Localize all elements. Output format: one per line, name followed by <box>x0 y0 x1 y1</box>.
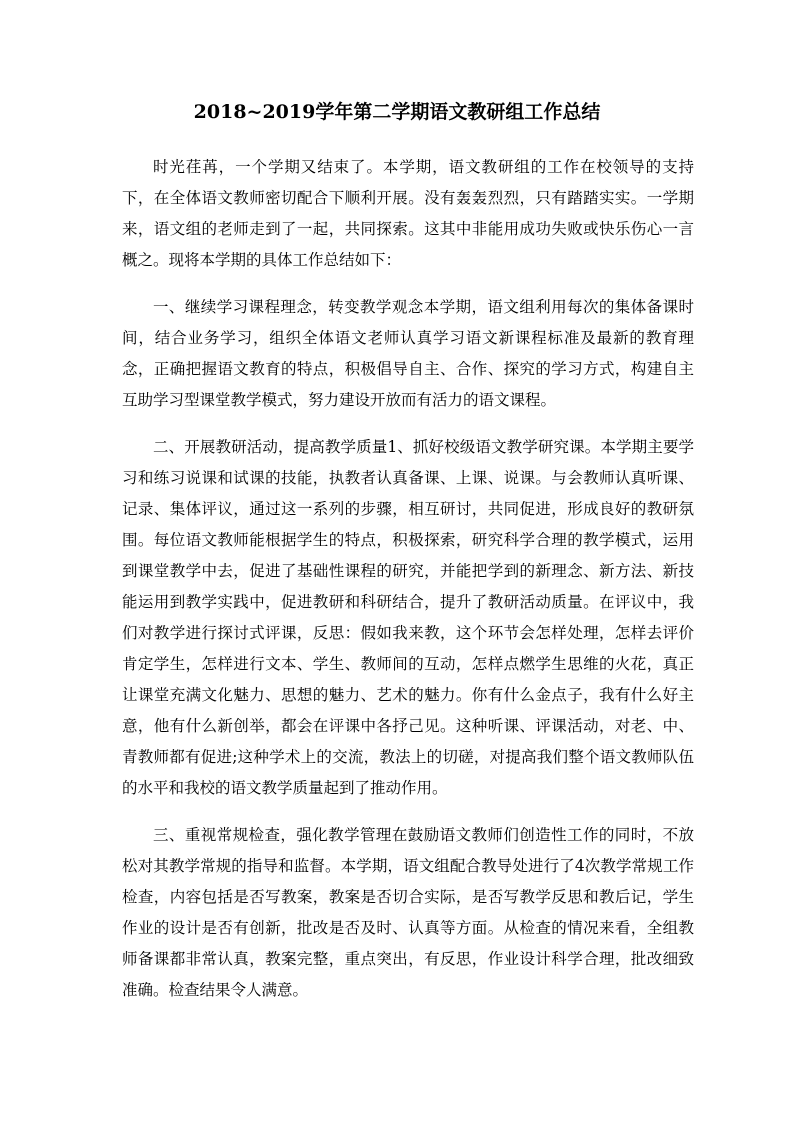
document-body <box>122 152 694 1022</box>
section-two-paragraph: 二、开展教研活动，提高教学质量1、抓好校级语文教学研究课。本学期主要学习和练习说课和试课的技能，执教者认真备课、上课、说课。与会教师认真听课、记录、集体评议，通过这一系列的步骤，相互研讨，共同促进，形成良好的教研氛围。每位语文教师能根据学生的特点，积极探索，研究科学合理的教学模式，运用到课堂教学中去，促进了基础性课程的研究，并能把学到的新理念、新方法、新技能运用到教学实践中，促进教研和科研结合，提升了教研活动质量。在评议中，我们对教学进行探讨式评课，反思：假如我来教，这个环节会怎样处理，怎样去评价肯定学生，怎样进行文本、学生、教师间的互动，怎样点燃学生思维的火花，真正让课堂充满文化魅力、思想的魅力、艺术的魅力。你有什么金点子，我有什么好主意，他有什么新创举，都会在评课中各抒己见。这种听课、评课活动，对老、中、青教师都有促进;这种学术上的交流，教法上的切磋，对提高我们整个语文教师队伍的水平和我校的语文教学质量起到了推动作用。 <box>122 438 694 797</box>
section-one-paragraph: 一、继续学习课程理念，转变教学观念本学期，语文组利用每次的集体备课时间，结合业务学习，组织全体语文老师认真学习语文新课程标准及最新的教育理念，正确把握语文教育的特点，积极倡导自主、合作、探究的学习方式，构建自主互助学习型课堂教学模式，努力建设开放而有活力的语文课程。 <box>122 298 694 409</box>
intro-paragraph: 时光荏苒，一个学期又结束了。本学期，语文教研组的工作在校领导的支持下，在全体语文教师密切配合下顺利开展。没有轰轰烈烈，只有踏踏实实。一学期来，语文组的老师走到了一起，共同探索。这其中非能用成功失败或快乐伤心一言概之。现将本学期的具体工作总结如下： <box>122 158 694 269</box>
document-title: 2018~2019学年第二学期语文教研组工作总结 <box>193 101 601 123</box>
section-three-paragraph: 三、重视常规检查，强化教学管理在鼓励语文教师们创造性工作的同时，不放松对其教学常规的指导和监督。本学期，语文组配合教导处进行了4次教学常规工作检查，内容包括是否写教案，教案是否切合实际，是否写教学反思和教后记，学生作业的设计是否有创新，批改是否及时、认真等方面。从检查的情况来看，全组教师备课都非常认真，教案完整，重点突出，有反思，作业设计科学合理，批改细致准确。检查结果令人满意。 <box>122 826 694 999</box>
